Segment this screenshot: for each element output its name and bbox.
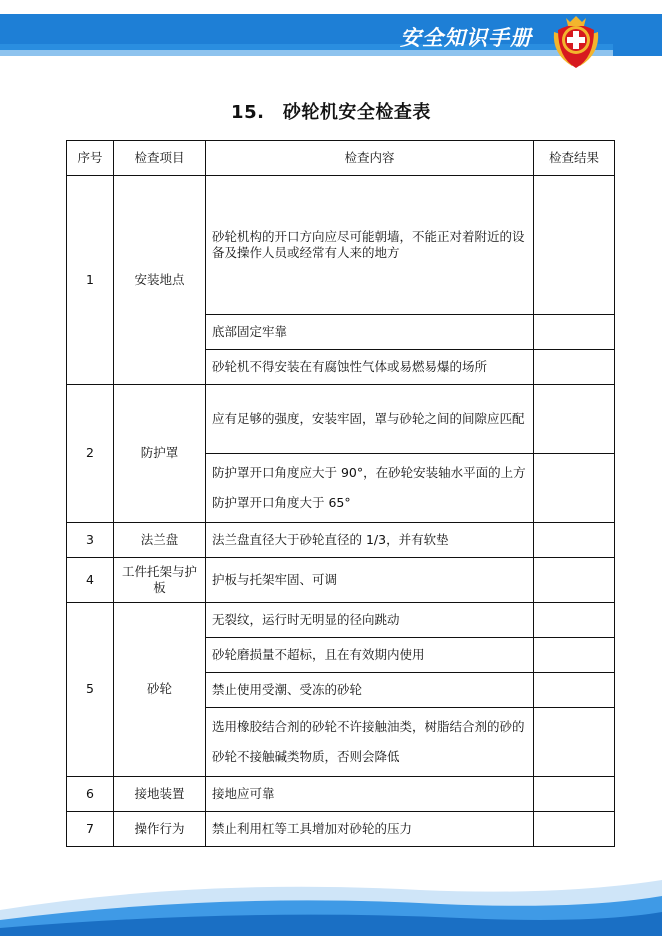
- header-item: 检查项目: [114, 141, 206, 176]
- row-item: 工件托架与护板: [114, 558, 206, 603]
- header-no: 序号: [67, 141, 114, 176]
- row-item: 法兰盘: [114, 523, 206, 558]
- result-cell[interactable]: [534, 385, 615, 454]
- row-no: 6: [67, 777, 114, 812]
- row-content: 无裂纹，运行时无明显的径向跳动: [206, 603, 534, 638]
- safety-emblem-icon: [548, 10, 604, 70]
- result-cell[interactable]: [534, 523, 615, 558]
- result-cell[interactable]: [534, 812, 615, 847]
- result-cell[interactable]: [534, 638, 615, 673]
- page-title: 15. 砂轮机安全检查表: [231, 102, 431, 123]
- row-item: 砂轮: [114, 603, 206, 777]
- result-cell[interactable]: [534, 454, 615, 523]
- table-row: [67, 777, 615, 812]
- row-content: 底部固定牢靠: [206, 315, 534, 350]
- header-result: 检查结果: [534, 141, 615, 176]
- row-content: 法兰盘直径大于砂轮直径的 1/3，并有软垫: [206, 523, 534, 558]
- table-row: [67, 523, 615, 558]
- row-content: 防护罩开口角度应大于 90°，在砂轮安装轴水平面的上方防护罩开口角度大于 65°: [206, 454, 534, 523]
- result-cell[interactable]: [534, 777, 615, 812]
- row-no: 1: [67, 176, 114, 385]
- result-cell[interactable]: [534, 315, 615, 350]
- footer-wave-decoration: [0, 870, 662, 936]
- row-no: 3: [67, 523, 114, 558]
- result-cell[interactable]: [534, 673, 615, 708]
- header-content: 检查内容: [206, 141, 534, 176]
- grinder-safety-checklist-table: [66, 140, 615, 847]
- row-no: 4: [67, 558, 114, 603]
- row-no: 5: [67, 603, 114, 777]
- table-row: [67, 385, 615, 454]
- row-content: 接地应可靠: [206, 777, 534, 812]
- row-item: 安装地点: [114, 176, 206, 385]
- table-header-row: [67, 141, 615, 176]
- table-row: [67, 176, 615, 315]
- row-item: 接地装置: [114, 777, 206, 812]
- row-item: 防护罩: [114, 385, 206, 523]
- row-content: 应有足够的强度，安装牢固，罩与砂轮之间的间隙应匹配: [206, 385, 534, 454]
- header-tab: [613, 14, 662, 56]
- row-item: 操作行为: [114, 812, 206, 847]
- result-cell[interactable]: [534, 558, 615, 603]
- result-cell[interactable]: [534, 176, 615, 315]
- row-content: 砂轮机不得安装在有腐蚀性气体或易燃易爆的场所: [206, 350, 534, 385]
- table-row: [67, 558, 615, 603]
- row-content: 禁止利用杠等工具增加对砂轮的压力: [206, 812, 534, 847]
- result-cell[interactable]: [534, 708, 615, 777]
- table-row: [67, 812, 615, 847]
- row-content: 护板与托架牢固、可调: [206, 558, 534, 603]
- result-cell[interactable]: [534, 603, 615, 638]
- handbook-title: 安全知识手册: [400, 26, 532, 50]
- row-content: 禁止使用受潮、受冻的砂轮: [206, 673, 534, 708]
- row-no: 2: [67, 385, 114, 523]
- row-no: 7: [67, 812, 114, 847]
- row-content: 砂轮机构的开口方向应尽可能朝墙，不能正对着附近的设备及操作人员或经常有人来的地方: [206, 176, 534, 315]
- result-cell[interactable]: [534, 350, 615, 385]
- table-row: [67, 603, 615, 638]
- row-content: 砂轮磨损量不超标，且在有效期内使用: [206, 638, 534, 673]
- row-content: 选用橡胶结合剂的砂轮不许接触油类，树脂结合剂的砂的砂轮不接触碱类物质，否则会降低: [206, 708, 534, 777]
